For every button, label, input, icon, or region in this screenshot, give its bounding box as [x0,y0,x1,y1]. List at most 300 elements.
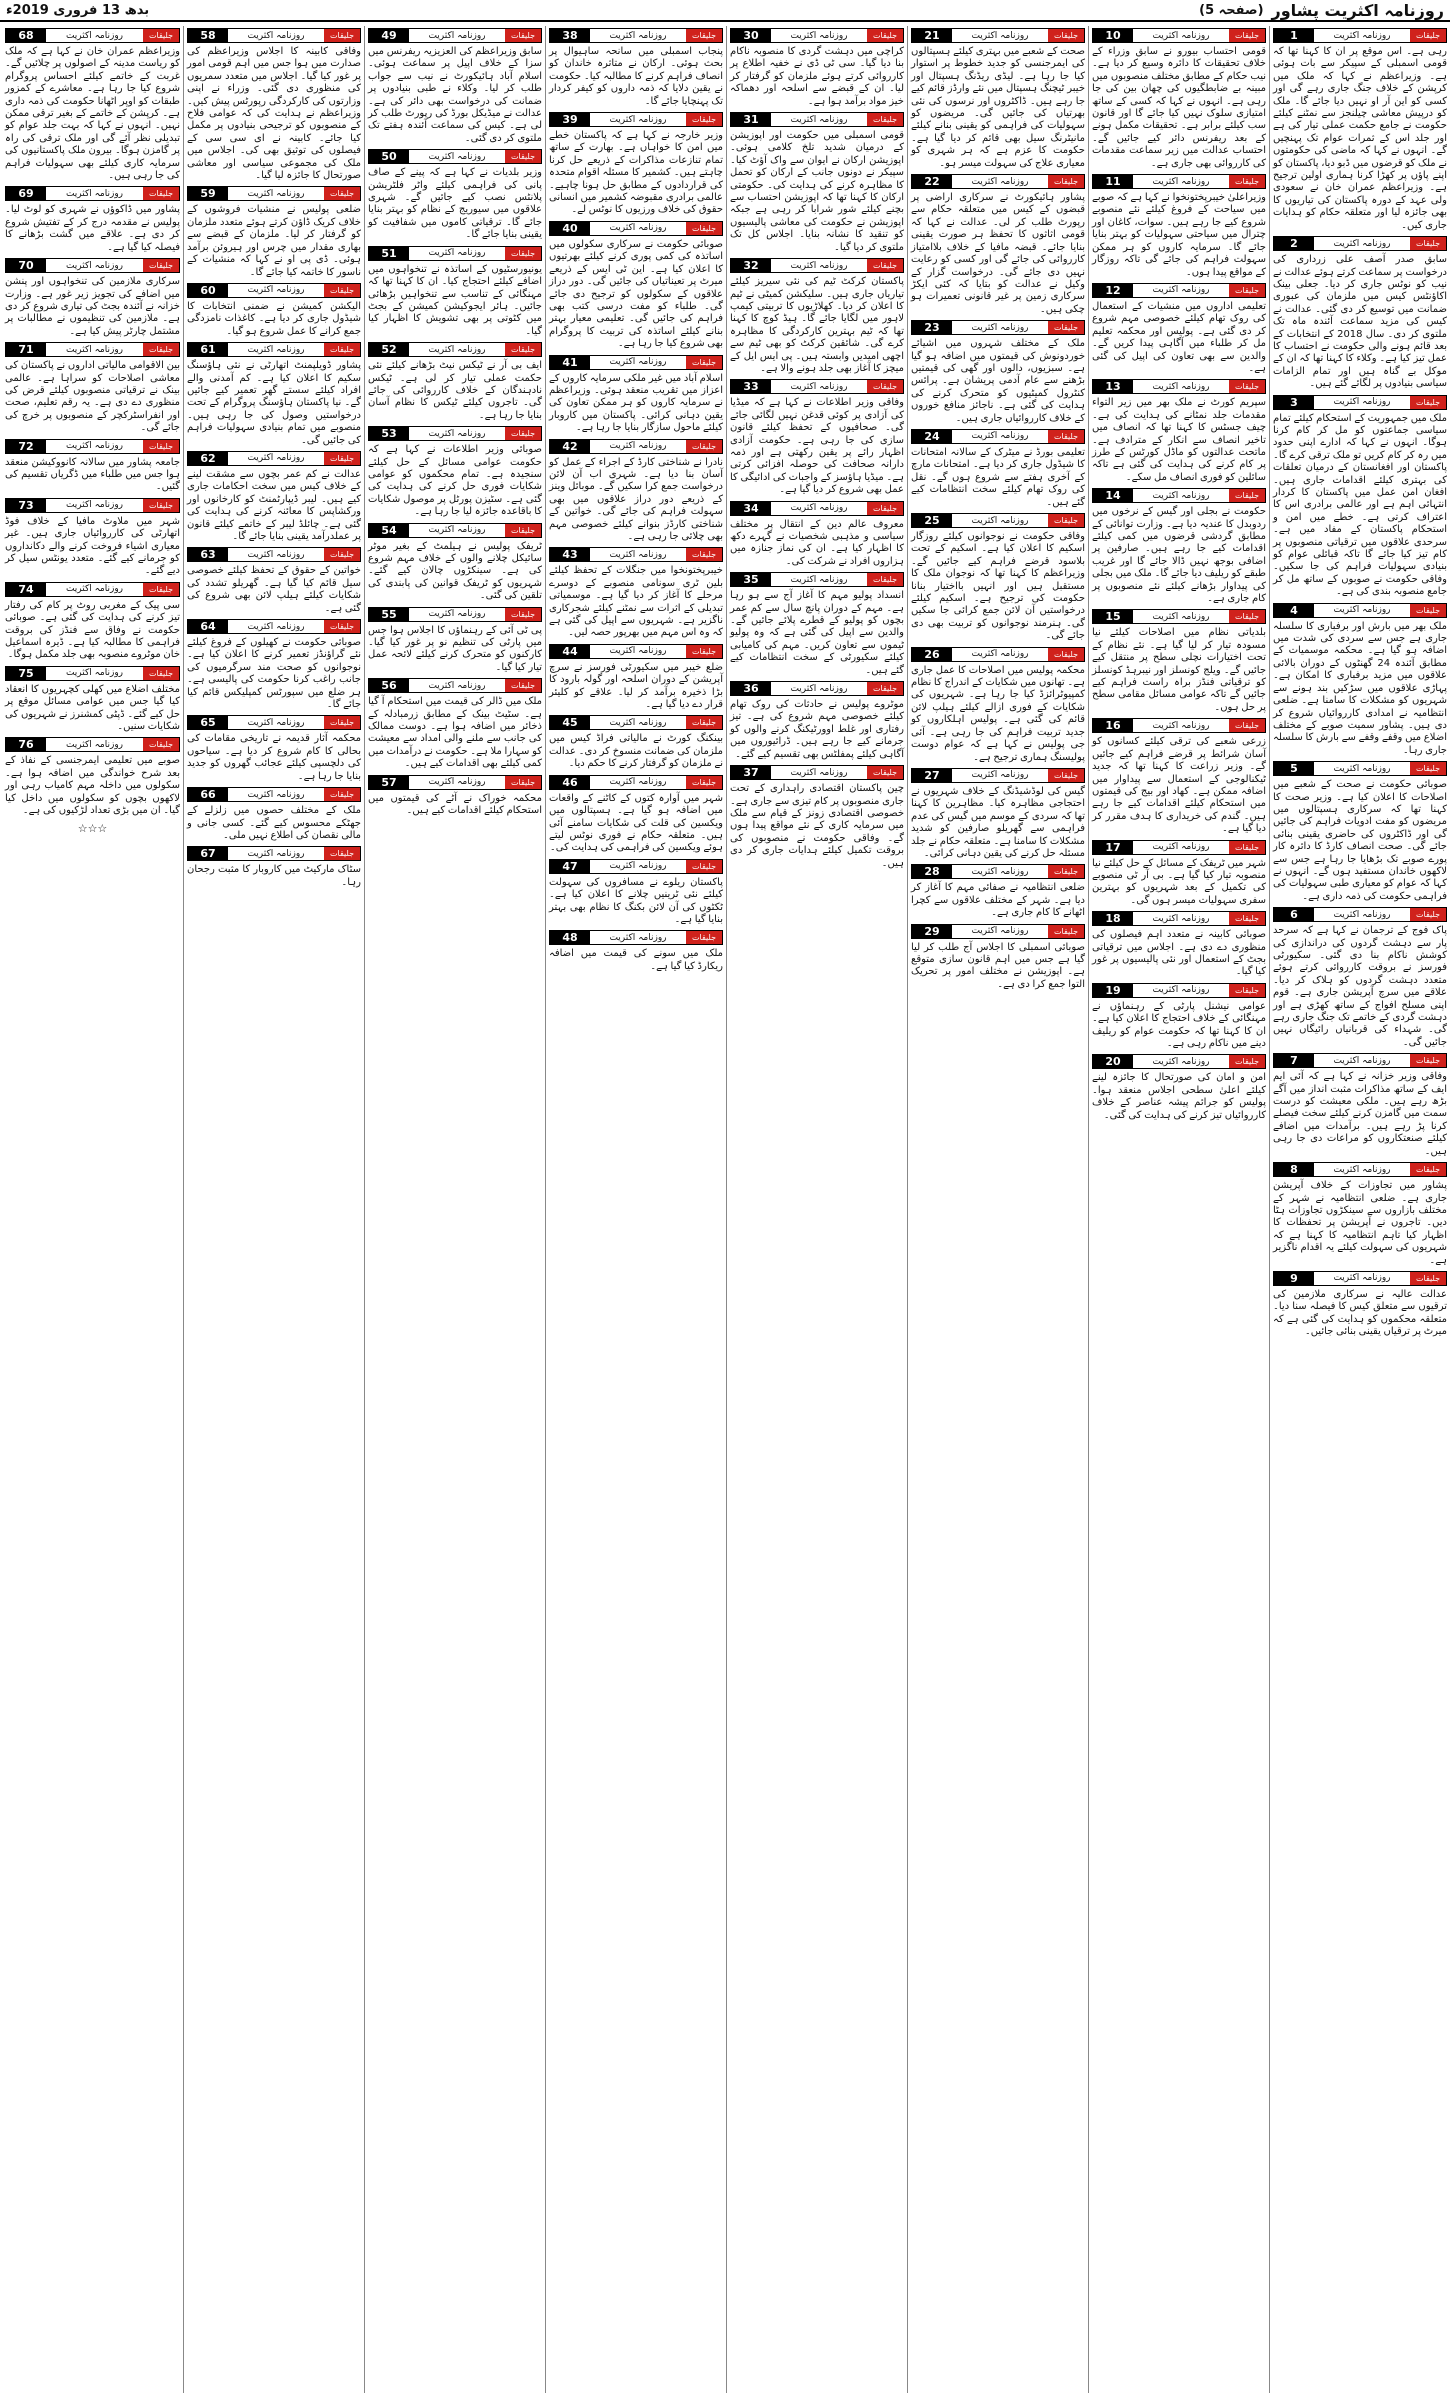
news-item [5,28,180,182]
news-red-tag: جلیقات [686,440,722,453]
news-source-label: روزنامہ اکثریت [46,343,143,356]
news-item-header [5,342,180,357]
news-item-header [368,426,542,441]
news-item-header [5,498,180,513]
news-source-label: روزنامہ اکثریت [771,259,867,272]
news-item [368,523,542,603]
news-item [368,678,542,770]
news-item-number: 37 [731,766,771,779]
news-red-tag: جلیقات [1229,912,1265,925]
news-source-label: روزنامہ اکثریت [771,502,867,515]
news-source-label: روزنامہ اکثریت [590,931,686,944]
news-item-number: 15 [1093,610,1133,623]
news-item-body: محکمہ خوراک نے آٹے کی قیمتوں میں استحکام کیلئے اقدامات کیے ہیں۔ [368,792,542,817]
news-item-body: بلدیاتی نظام میں اصلاحات کیلئے نیا مسودہ تیار کر لیا گیا ہے۔ نئے نظام کے تحت اختیارات نچلی سطح پر منتقل کیے جائیں گے۔ ویلج کونسلز اور نیبرہڈ کونسلز کو ترقیاتی فنڈز براہ راست فراہم کیے جائیں گے تاکہ عوامی مسائل مقامی سطح پر حل ہوں۔ [1092,627,1266,713]
news-item-header [911,768,1085,783]
news-source-label: روزنامہ اکثریت [409,679,505,692]
news-red-tag: جلیقات [686,356,722,369]
news-source-label: روزنامہ اکثریت [228,620,324,633]
news-red-tag: جلیقات [1048,865,1084,878]
news-item-body: وفاقی وزیر خزانہ نے کہا ہے کہ آئی ایم ایف کے ساتھ مذاکرات مثبت انداز میں آگے بڑھ رہے ہیں۔ ملکی معیشت کو درست سمت میں گامزن کرنے کیلئے سخت فیصلے کرنا پڑ رہے ہیں۔ برآمدات میں اضافے کیلئے صنعتکاروں کو مراعات دی جا رہی ہیں۔ [1273,1071,1447,1157]
news-item-header [5,186,180,201]
news-item [1092,609,1266,714]
news-item-header [911,174,1085,189]
news-source-label: روزنامہ اکثریت [1314,396,1410,409]
news-item-header [368,523,542,538]
news-item-number: 63 [188,548,228,561]
news-item-header [187,451,361,466]
news-item-header [1273,1053,1447,1068]
news-item-body: سٹاک مارکیٹ میں کاروبار کا مثبت رجحان رہا۔ [187,864,361,888]
news-red-tag: جلیقات [1410,396,1446,409]
news-red-tag: جلیقات [1229,719,1265,732]
news-item-number: 72 [6,440,46,453]
news-source-label: روزنامہ اکثریت [771,29,867,42]
news-item-number: 74 [6,583,46,596]
news-red-tag: جلیقات [143,29,179,42]
news-source-label: روزنامہ اکثریت [228,847,324,860]
news-item-number: 51 [369,247,409,260]
news-item-body: وفاقی حکومت نے نوجوانوں کیلئے روزگار اسکیم کا اعلان کیا ہے۔ اسکیم کے تحت بلاسود قرضے فراہم کیے جائیں گے۔ وزیراعظم کا کہنا تھا کہ نوجوان ملک کا مستقبل ہیں اور انہیں بااختیار بنانا حکومت کی ترجیح ہے۔ اسکیم کیلئے درخواستیں آن لائن جمع کرائی جا سکیں گی۔ ہنرمند نوجوانوں کو تربیت بھی دی جائے گی۔ [911,531,1085,642]
news-item-header [549,221,723,236]
news-item-header [187,28,361,43]
news-item-header [187,186,361,201]
news-item [1092,28,1266,170]
news-source-label: روزنامہ اکثریت [952,648,1048,661]
news-item-number: 49 [369,29,409,42]
news-item-number: 64 [188,620,228,633]
news-item [730,572,904,677]
news-item [1273,28,1447,232]
news-red-tag: جلیقات [1229,1055,1265,1068]
news-item-body: ملک بھر میں بارش اور برفباری کا سلسلہ جاری ہے جس سے سردی کی شدت میں اضافہ ہو گیا ہے۔ محکمہ موسمیات کے مطابق آئندہ 24 گھنٹوں کے دوران بالائی علاقوں میں مزید برفباری کا امکان ہے۔ پہاڑی علاقوں میں سڑکیں بند ہونے سے شہریوں کو مشکلات کا سامنا ہے۔ ضلعی انتظامیہ نے امدادی کارروائیاں شروع کر دی ہیں۔ پشاور سمیت صوبے کے مختلف اضلاع میں وقفے وقفے سے بارش کا سلسلہ جاری رہا۔ [1273,620,1447,756]
news-item-body: جامعہ پشاور میں سالانہ کانووکیشن منعقد ہوا جس میں طلباء میں ڈگریاں تقسیم کی گئیں۔ [5,456,180,493]
news-item-body: یونیورسٹیوں کے اساتذہ نے تنخواہوں میں اضافے کیلئے احتجاج کیا۔ ان کا کہنا تھا کہ مہنگائی کے تناسب سے تنخواہیں بڑھائی جائیں۔ ہائر ایجوکیشن کمیشن کے بجٹ میں کٹوتی پر بھی تشویش کا اظہار کیا گیا۔ [368,263,542,337]
news-item-header [549,547,723,562]
news-item-body: عدالت نے کم عمر بچوں سے مشقت لینے کے خلاف کیس میں سخت احکامات جاری کیے ہیں۔ لیبر ڈیپارٹمنٹ کو کارخانوں اور ورکشاپس کا معائنہ کرنے کی ہدایت کی گئی ہے۔ چائلڈ لیبر کے خاتمے کیلئے قانون پر عملدرآمد یقینی بنایا جائے گا۔ [187,468,361,542]
news-item-number: 39 [550,113,590,126]
news-item-body: ضلع خیبر میں سکیورٹی فورسز نے سرچ آپریشن کے دوران اسلحہ اور گولہ بارود کا بڑا ذخیرہ برآمد کر لیا۔ علاقے کو کلیئر قرار دے دیا گیا ہے۔ [549,661,723,711]
news-item-body: صوبائی اسمبلی کا اجلاس آج طلب کر لیا گیا ہے جس میں اہم قانون سازی متوقع ہے۔ اپوزیشن نے مختلف امور پر تحریک التوا جمع کرا دی ہے۔ [911,941,1085,990]
news-red-tag: جلیقات [1048,925,1084,938]
news-item-body: صوبائی وزیر اطلاعات نے کہا ہے کہ حکومت عوامی مسائل کے حل کیلئے سنجیدہ ہے۔ تمام محکموں کو عوامی شکایات فوری حل کرنے کی ہدایت کی گئی ہے۔ سٹیزن پورٹل پر موصول شکایات کا باقاعدہ جائزہ لیا جا رہا ہے۔ [368,444,542,518]
news-source-label: روزنامہ اکثریت [409,29,505,42]
news-item-body: عوامی نیشنل پارٹی کے رہنماؤں نے مہنگائی کے خلاف احتجاج کا اعلان کیا ہے۔ ان کا کہنا تھا کہ حکومت عوام کو ریلیف دینے میں ناکام رہی ہے۔ [1092,1000,1266,1049]
news-item-number: 52 [369,343,409,356]
news-source-label: روزنامہ اکثریت [409,343,505,356]
news-red-tag: جلیقات [867,380,903,393]
news-source-label: روزنامہ اکثریت [1133,610,1229,623]
news-item [5,186,180,254]
news-item-body: سابق صدر آصف علی زرداری کی درخواست پر سماعت کرتے ہوئے عدالت نے نیب کو نوٹس جاری کر دیا۔ جعلی بینک اکاؤنٹس کیس میں ملزمان کی عبوری ضمانت میں توسیع کر دی گئی۔ عدالت نے کیس کی مزید سماعت آئندہ ماہ تک ملتوی کر دی۔ سال 2018 کے انتخابات کے بعد قائم ہونے والی حکومت نے احتساب کا عمل تیز کیا ہے۔ وکلاء کا کہنا تھا کہ ان کے موکل بے گناہ ہیں اور تمام الزامات سیاسی بنیادوں پر لگائے گئے ہیں۔ [1273,254,1447,390]
news-item [730,501,904,569]
news-item-number: 67 [188,847,228,860]
news-item-body: صوبے میں تعلیمی ایمرجنسی کے نفاذ کے بعد شرح خواندگی میں اضافہ ہوا ہے۔ سکولوں میں داخلہ مہم کامیاب رہی اور لاکھوں بچوں کو سکولوں میں داخل کیا گیا۔ ان میں بڑی تعداد لڑکیوں کی ہے۔ [5,755,180,817]
news-item-header [549,930,723,945]
news-item-body: تعلیمی بورڈ نے میٹرک کے سالانہ امتحانات کا شیڈول جاری کر دیا ہے۔ امتحانات مارچ کے آخری ہفتے سے شروع ہوں گے۔ نقل کی روک تھام کیلئے سخت انتظامات کیے گئے ہیں۔ [911,446,1085,508]
news-item-number: 1 [1274,29,1314,42]
news-item-header [1273,1271,1447,1286]
news-item-header [1092,609,1266,624]
news-red-tag: جلیقات [1229,489,1265,502]
news-item-body: وزیر بلدیات نے کہا ہے کہ پینے کے صاف پانی کی فراہمی کیلئے واٹر فلٹریشن پلانٹس نصب کیے جائیں گے۔ شہری علاقوں میں سیوریج کے نظام کو بہتر بنایا جائے گا۔ ترقیاتی کاموں میں شفافیت کو یقینی بنایا جائے گا۔ [368,167,542,241]
news-red-tag: جلیقات [505,343,541,356]
news-column [1269,26,1450,2393]
news-item [187,547,361,615]
news-item-number: 68 [6,29,46,42]
news-item [187,715,361,783]
news-source-label: روزنامہ اکثریت [409,776,505,789]
news-source-label: روزنامہ اکثریت [228,29,324,42]
news-item-body: پشاور ہائیکورٹ نے سرکاری اراضی پر قبضوں کے کیس میں متعلقہ حکام سے رپورٹ طلب کر لی۔ عدالت نے کہا کہ قومی اثاثوں کا تحفظ ہر صورت یقینی بنایا جائے۔ قبضہ مافیا کے خلاف بلاامتیاز کارروائی کی جائے گی اور کسی کو رعایت نہیں دی جائے گی۔ درخواست گزار کے وکیل نے عدالت کو بتایا کہ کئی ایکڑ سرکاری زمین پر غیر قانونی تعمیرات ہو چکی ہیں۔ [911,192,1085,315]
news-item-number: 34 [731,502,771,515]
news-source-label: روزنامہ اکثریت [1133,984,1229,997]
news-item-header [911,647,1085,662]
news-item-number: 8 [1274,1163,1314,1176]
news-red-tag: جلیقات [1048,29,1084,42]
news-red-tag: جلیقات [505,427,541,440]
news-red-tag: جلیقات [324,343,360,356]
news-item-body: معروف عالم دین کے انتقال پر مختلف سیاسی و مذہبی شخصیات نے گہرے دکھ کا اظہار کیا ہے۔ ان کی نماز جنازہ میں ہزاروں افراد نے شرکت کی۔ [730,518,904,567]
news-red-tag: جلیقات [1229,984,1265,997]
news-red-tag: جلیقات [1048,175,1084,188]
news-item-body: خواتین کے حقوق کے تحفظ کیلئے خصوصی سیل قائم کیا گیا ہے۔ گھریلو تشدد کی شکایات کیلئے ہیلپ لائن بھی شروع کی گئی ہے۔ [187,565,361,614]
news-item-number: 65 [188,716,228,729]
news-red-tag: جلیقات [686,931,722,944]
news-item [911,864,1085,919]
news-item [549,28,723,108]
masthead [0,0,1450,22]
news-item-header [730,501,904,516]
news-item-number: 76 [6,738,46,751]
news-item [1273,1053,1447,1158]
news-red-tag: جلیقات [1229,380,1265,393]
news-red-tag: جلیقات [143,583,179,596]
news-item-header [549,775,723,790]
news-item-header [5,28,180,43]
news-item-body: امن و امان کی صورتحال کا جائزہ لینے کیلئے اعلیٰ سطحی اجلاس منعقد ہوا۔ پولیس کو جرائم پیشہ عناصر کے خلاف کارروائیاں تیز کرنے کی ہدایت کی گئی۔ [1092,1072,1266,1121]
news-item-header [730,765,904,780]
news-item-body: الیکشن کمیشن نے ضمنی انتخابات کا شیڈول جاری کر دیا ہے۔ کاغذات نامزدگی جمع کرانے کا عمل شروع ہو گیا۔ [187,300,361,337]
news-item [5,737,180,817]
news-item-header [1273,907,1447,922]
news-item [911,924,1085,992]
news-item-header [911,513,1085,528]
news-item-header [187,547,361,562]
news-item-body: سرکاری ملازمین کی تنخواہوں اور پنشن میں اضافے کی تجویز زیر غور ہے۔ وزارت خزانہ نے آئندہ بجٹ کی تیاری شروع کر دی ہے۔ ملازمین کی تنظیموں نے مطالبات پر مشتمل چارٹر پیش کیا ہے۔ [5,276,180,337]
news-columns [0,26,1450,2393]
news-item-header [5,258,180,273]
news-item [5,666,180,734]
news-item [1092,718,1266,835]
news-red-tag: جلیقات [143,499,179,512]
news-source-label: روزنامہ اکثریت [952,430,1048,443]
news-item-header [1092,1054,1266,1069]
news-source-label: روزنامہ اکثریت [771,682,867,695]
news-item-header [187,283,361,298]
news-item-header [1092,28,1266,43]
news-item-number: 16 [1093,719,1133,732]
news-red-tag: جلیقات [505,150,541,163]
news-red-tag: جلیقات [143,440,179,453]
news-item-number: 35 [731,573,771,586]
news-item-header [730,112,904,127]
news-item [911,513,1085,643]
news-red-tag: جلیقات [1410,762,1446,775]
news-item [368,607,542,675]
news-item-body: شہر میں ملاوٹ مافیا کے خلاف فوڈ اتھارٹی کی کارروائیاں جاری ہیں۔ غیر معیاری اشیاء فروخت کرنے والے دکانداروں کو جرمانے کیے گئے۔ متعدد یونٹس سیل کر دیے گئے۔ [5,515,180,577]
news-source-label: روزنامہ اکثریت [1133,29,1229,42]
news-item [187,846,361,889]
news-item-body: موٹروے پولیس نے حادثات کی روک تھام کیلئے خصوصی مہم شروع کی ہے۔ تیز رفتاری اور غلط اوورٹیکنگ کرنے والوں کو جرمانے کیے جا رہے ہیں۔ ڈرائیوروں میں آگاہی کیلئے پمفلٹس بھی تقسیم کیے گئے۔ [730,699,904,760]
news-item-header [5,439,180,454]
news-item-body: شہر میں آوارہ کتوں کے کاٹنے کے واقعات میں اضافہ ہو گیا ہے۔ ہسپتالوں میں ویکسین کی قلت کی شکایات سامنے آئی ہیں۔ متعلقہ حکام نے فوری نوٹس لیتے ہوئے ویکسین کی فراہمی کی ہدایت کی۔ [549,792,723,854]
news-source-label: روزنامہ اکثریت [952,925,1048,938]
news-item-number: 28 [912,865,952,878]
news-source-label: روزنامہ اکثریت [1133,175,1229,188]
news-item-header [1092,174,1266,189]
news-red-tag: جلیقات [1410,237,1446,250]
news-item-number: 25 [912,514,952,527]
news-source-label: روزنامہ اکثریت [46,738,143,751]
news-item-number: 54 [369,524,409,537]
news-item-number: 26 [912,648,952,661]
news-item-body: سابق وزیراعظم کی العزیزیہ ریفرنس میں سزا کے خلاف اپیل پر سماعت ہوئی۔ اسلام آباد ہائیکورٹ نے نیب سے جواب طلب کر لیا۔ وکلاء نے طبی بنیادوں پر ضمانت کی درخواست بھی دائر کی ہے۔ عدالت نے میڈیکل بورڈ کی رپورٹ طلب کر لی ہے۔ کیس کی سماعت آئندہ ہفتے تک ملتوی کر دی گئی۔ [368,46,542,144]
news-item-body: صحت کے شعبے میں بہتری کیلئے ہسپتالوں کی ایمرجنسی کو جدید خطوط پر استوار کیا جا رہا ہے۔ لیڈی ریڈنگ ہسپتال اور خیبر ٹیچنگ ہسپتال میں نئے وارڈز قائم کیے جا رہے ہیں۔ ڈاکٹروں اور نرسوں کی نئی بھرتیاں کی جائیں گی۔ مریضوں کو سہولیات کی فراہمی کو یقینی بنانے کیلئے مانیٹرنگ سیل بھی قائم کر دیا گیا ہے۔ حکومت کا عزم ہے کہ ہر شہری کو معیاری علاج کی سہولت میسر ہو۔ [911,46,1085,169]
news-item-header [911,429,1085,444]
news-item-body: وزیراعظم عمران خان نے کہا ہے کہ ملک کو ریاست مدینہ کے اصولوں پر چلائیں گے۔ غربت کے خاتمے کیلئے احساس پروگرام شروع کیا جا رہا ہے۔ معاشرے کے کمزور طبقات کو اوپر اٹھانا حکومت کی ذمہ داری ہے۔ کرپشن کے خاتمے کے بغیر ترقی ممکن نہیں۔ انہوں نے کہا کہ بہت جلد عوام کو تبدیلی نظر آئے گی اور ملک ترقی کی راہ پر گامزن ہوگا۔ بیرون ملک پاکستانیوں کی سرمایہ کاری کیلئے بھی سہولیات فراہم کی جا رہی ہیں۔ [5,46,180,182]
news-source-label: روزنامہ اکثریت [952,175,1048,188]
news-item-body: مختلف اضلاع میں کھلی کچہریوں کا انعقاد کیا گیا جس میں عوامی مسائل موقع پر حل کیے گئے۔ ڈپٹی کمشنرز نے شہریوں کی شکایات سنیں۔ [5,683,180,733]
news-item-number: 24 [912,430,952,443]
news-item [187,787,361,842]
news-source-label: روزنامہ اکثریت [409,150,505,163]
news-red-tag: جلیقات [324,788,360,801]
news-item-header [5,737,180,752]
news-item-number: 6 [1274,908,1314,921]
news-red-tag: جلیقات [1410,1272,1446,1285]
news-item-number: 33 [731,380,771,393]
news-source-label: روزنامہ اکثریت [1314,908,1410,921]
news-item-number: 69 [6,187,46,200]
news-item-header [187,846,361,861]
news-item-body: محکمہ آثار قدیمہ نے تاریخی مقامات کی بحالی کا کام شروع کر دیا ہے۔ سیاحوں کی دلچسپی کیلئے عجائب گھروں کو جدید بنایا جا رہا ہے۔ [187,733,361,782]
news-item-header [187,715,361,730]
news-red-tag: جلیقات [505,679,541,692]
news-item-number: 27 [912,769,952,782]
news-red-tag: جلیقات [1410,1054,1446,1067]
news-red-tag: جلیقات [1410,29,1446,42]
news-item [730,28,904,108]
news-item [1273,1162,1447,1267]
news-source-label: روزنامہ اکثریت [1314,237,1410,250]
news-item-number: 45 [550,716,590,729]
news-item-body: صوبائی حکومت نے صحت کے شعبے میں اصلاحات کا اعلان کیا ہے۔ وزیر صحت کا کہنا تھا کہ سرکاری ہسپتالوں میں مریضوں کو مفت ادویات فراہم کی جائیں گی اور ڈاکٹروں کی حاضری یقینی بنائی جائے گی۔ صحت انصاف کارڈ کا دائرہ کار پورے صوبے تک بڑھایا جا رہا ہے جس سے لاکھوں خاندان مستفید ہوں گے۔ انہوں نے کہا کہ عوام کو معیاری طبی سہولیات کی فراہمی حکومت کی ذمہ داری ہے۔ [1273,779,1447,902]
news-source-label: روزنامہ اکثریت [1133,841,1229,854]
news-source-label: روزنامہ اکثریت [952,514,1048,527]
news-item-header [5,666,180,681]
news-item-header [1092,840,1266,855]
news-item-header [368,149,542,164]
news-item-header [1273,28,1447,43]
news-item [911,647,1085,764]
news-red-tag: جلیقات [324,716,360,729]
news-item-body: ملک کے مختلف حصوں میں زلزلے کے جھٹکے محسوس کیے گئے۔ کسی جانی و مالی نقصان کی اطلاع نہیں ملی۔ [187,805,361,841]
news-red-tag: جلیقات [505,29,541,42]
news-red-tag: جلیقات [324,620,360,633]
news-item [187,186,361,278]
news-item [549,112,723,217]
news-item-header [730,572,904,587]
news-item [187,283,361,338]
news-red-tag: جلیقات [1410,908,1446,921]
news-item-body: صوبائی کابینہ نے متعدد اہم فیصلوں کی منظوری دے دی ہے۔ اجلاس میں ترقیاتی بجٹ کے استعمال اور نئی پالیسیوں پر غور کیا گیا۔ [1092,929,1266,978]
news-red-tag: جلیقات [867,113,903,126]
news-item [549,859,723,927]
news-item [1092,174,1266,279]
news-item [5,498,180,578]
news-item-number: 61 [188,343,228,356]
news-item-number: 73 [6,499,46,512]
news-item-number: 20 [1093,1055,1133,1068]
news-source-label: روزنامہ اکثریت [1314,762,1410,775]
news-item-body: تعلیمی اداروں میں منشیات کے استعمال کی روک تھام کیلئے خصوصی مہم شروع کر دی گئی ہے۔ پولیس اور محکمہ تعلیم مل کر طلباء میں آگاہی پیدا کریں گے۔ والدین سے بھی تعاون کی اپیل کی گئی ہے۔ [1092,300,1266,374]
news-item [1092,283,1266,375]
news-item-number: 57 [369,776,409,789]
news-item-body: وفاقی وزیر اطلاعات نے کہا ہے کہ میڈیا کی آزادی پر کوئی قدغن نہیں لگائی جائے گی۔ صحافیوں کے تحفظ کیلئے قانون سازی کی جا رہی ہے۔ حکومت آزادی اظہار رائے پر یقین رکھتی ہے اور ذمہ دارانہ صحافت کی حوصلہ افزائی کرتی ہے۔ میڈیا ہاؤسز کے واجبات کی ادائیگی کا عمل بھی شروع کر دیا گیا ہے۔ [730,397,904,496]
news-item-body: شہر میں ٹریفک کے مسائل کے حل کیلئے نیا منصوبہ تیار کیا گیا ہے۔ بی آر ٹی منصوبے کی تکمیل کے بعد شہریوں کو بہترین سفری سہولیات میسر ہوں گی۔ [1092,857,1266,906]
news-source-label: روزنامہ اکثریت [590,776,686,789]
news-red-tag: جلیقات [143,738,179,751]
news-red-tag: جلیقات [143,343,179,356]
news-source-label: روزنامہ اکثریت [590,29,686,42]
news-item-number: 46 [550,776,590,789]
news-item-number: 70 [6,259,46,272]
news-item-header [368,678,542,693]
news-item [549,930,723,973]
news-item-body: ملک میں سونے کی قیمت میں اضافہ ریکارڈ کیا گیا ہے۔ [549,948,723,972]
news-source-label: روزنامہ اکثریت [771,573,867,586]
news-item-body: پنجاب اسمبلی میں سانحہ ساہیوال پر بحث ہوئی۔ ارکان نے متاثرہ خاندان کو انصاف فراہم کرنے کا مطالبہ کیا۔ حکومت نے یقین دلایا کہ ذمہ داروں کو کیفر کردار تک پہنچایا جائے گا۔ [549,46,723,107]
news-source-label: روزنامہ اکثریت [590,860,686,873]
news-item [5,258,180,338]
news-source-label: روزنامہ اکثریت [1133,719,1229,732]
news-source-label: روزنامہ اکثریت [409,247,505,260]
news-item-number: 11 [1093,175,1133,188]
news-item-number: 59 [188,187,228,200]
news-red-tag: جلیقات [686,222,722,235]
news-item-header [549,439,723,454]
news-item-number: 30 [731,29,771,42]
news-item-header [549,28,723,43]
news-item-number: 40 [550,222,590,235]
news-item-body: عدالت عالیہ نے سرکاری ملازمین کی ترقیوں سے متعلق کیس کا فیصلہ سنا دیا۔ متعلقہ محکموں کو ہدایت کی گئی ہے کہ میرٹ پر ترقیاں یقینی بنائی جائیں۔ [1273,1288,1447,1338]
news-item [5,582,180,662]
news-red-tag: جلیقات [324,284,360,297]
news-source-label: روزنامہ اکثریت [590,356,686,369]
news-item [730,379,904,496]
news-item-header [1092,379,1266,394]
news-item [549,715,723,770]
news-source-label: روزنامہ اکثریت [1133,489,1229,502]
news-red-tag: جلیقات [505,524,541,537]
news-source-label: روزنامہ اکثریت [952,769,1048,782]
news-item-header [1092,283,1266,298]
news-item [1273,907,1447,1049]
news-item-header [1273,236,1447,251]
news-item-header [549,715,723,730]
news-item-header [368,342,542,357]
news-item-header [187,787,361,802]
news-red-tag: جلیقات [686,716,722,729]
news-red-tag: جلیقات [867,766,903,779]
news-red-tag: جلیقات [1048,648,1084,661]
news-item-header [368,775,542,790]
news-item-header [1092,488,1266,503]
newspaper-name: روزنامہ اکثریت پشاور [1271,0,1444,20]
news-item-header [1092,718,1266,733]
news-red-tag: جلیقات [1229,841,1265,854]
news-item-body: سپریم کورٹ نے ملک بھر میں زیر التواء مقدمات جلد نمٹانے کی ہدایت کی ہے۔ چیف جسٹس کا کہنا تھا کہ انصاف میں تاخیر انصاف سے انکار کے مترادف ہے۔ ماتحت عدالتوں کو ماڈل کورٹس کے طرز پر کام کرنے کی ہدایت کی گئی ہے تاکہ سائلین کو فوری انصاف مل سکے۔ [1092,397,1266,483]
news-item [1273,1271,1447,1339]
news-red-tag: جلیقات [867,573,903,586]
news-item-number: 5 [1274,762,1314,775]
news-item [187,451,361,543]
news-item-body: رہی ہے۔ اس موقع پر ان کا کہنا تھا کہ قومی اسمبلی کے سپیکر سے بات ہوئی ہے۔ وزیراعظم نے کہا کہ ملک میں کرپشن کے خلاف جنگ جاری رہے گی اور کسی کو این آر او نہیں دیا جائے گا۔ ملک کو درپیش معاشی چیلنجز سے نمٹنے کیلئے حکومت نے جامع حکمت عملی تیار کی ہے اور جلد اس کے ثمرات عوام تک پہنچیں گے۔ انہوں نے کہا کہ ماضی کی حکومتوں نے ملک کو قرضوں میں ڈبو دیا، پاکستان کو اپنے پاؤں پر کھڑا کرنا ہماری اولین ترجیح ہے۔ وزیراعظم عمران خان نے سعودی ولی عہد کے دورہ پاکستان کی تیاریوں کا بھی جائزہ لیا اور متعلقہ حکام کو ہدایات جاری کیں۔ [1273,46,1447,231]
news-item-number: 12 [1093,284,1133,297]
news-item-header [1092,911,1266,926]
news-item-body: پاکستان ریلوے نے مسافروں کی سہولت کیلئے نئی ٹرینیں چلانے کا اعلان کیا ہے۔ ٹکٹوں کی آن لائن بکنگ کا نظام بھی بہتر بنایا گیا ہے۔ [549,876,723,925]
news-item-number: 60 [188,284,228,297]
issue-date: بدھ 13 فروری 2019ء [6,2,150,18]
news-item-number: 43 [550,548,590,561]
news-red-tag: جلیقات [1229,284,1265,297]
news-source-label: روزنامہ اکثریت [1314,29,1410,42]
news-source-label: روزنامہ اکثریت [409,427,505,440]
news-item [1273,395,1447,599]
news-source-label: روزنامہ اکثریت [228,187,324,200]
news-red-tag: جلیقات [867,682,903,695]
news-item-body: پاکستان کرکٹ ٹیم کی نئی سیریز کیلئے تیاریاں جاری ہیں۔ سلیکشن کمیٹی نے ٹیم کا اعلان کر دیا۔ کھلاڑیوں کا تربیتی کیمپ لاہور میں لگایا جائے گا۔ ہیڈ کوچ کا کہنا تھا کہ ٹیم بہترین کارکردگی کا مظاہرہ کرے گی۔ شائقین کرکٹ کو بھی ٹیم سے اچھی امیدیں وابستہ ہیں۔ پی ایس ایل کے میچز کا آغاز بھی جلد ہونے والا ہے۔ [730,276,904,374]
masthead-title-group [1199,1,1444,20]
news-source-label: روزنامہ اکثریت [590,645,686,658]
news-item-body: زرعی شعبے کی ترقی کیلئے کسانوں کو آسان شرائط پر قرضے فراہم کیے جائیں گے۔ وزیر زراعت کا کہنا تھا کہ جدید ٹیکنالوجی کے استعمال سے پیداوار میں اضافہ ممکن ہے۔ کھاد اور بیج کی قیمتوں میں استحکام کیلئے اقدامات کیے جا رہے ہیں۔ گندم کی خریداری کا ہدف مقرر کر دیا گیا ہے۔ [1092,736,1266,835]
news-item [730,681,904,761]
news-source-label: روزنامہ اکثریت [590,548,686,561]
news-red-tag: جلیقات [686,29,722,42]
news-source-label: روزنامہ اکثریت [228,548,324,561]
news-source-label: روزنامہ اکثریت [1133,284,1229,297]
news-item [368,246,542,338]
news-item-body: محکمہ پولیس میں اصلاحات کا عمل جاری ہے۔ تھانوں میں شکایات کے اندراج کا نظام کمپیوٹرائزڈ کیا جا رہا ہے۔ شہریوں کی شکایات کے فوری ازالے کیلئے ہیلپ لائن قائم کی گئی ہے۔ پولیس اہلکاروں کو جدید تربیت فراہم کی جا رہی ہے۔ آئی جی پولیس نے کہا ہے کہ عوام دوست پولیسنگ ہماری ترجیح ہے۔ [911,664,1085,763]
news-item-header [911,320,1085,335]
news-source-label: روزنامہ اکثریت [46,667,143,680]
news-item-number: 71 [6,343,46,356]
news-source-label: روزنامہ اکثریت [1314,1163,1410,1176]
news-red-tag: جلیقات [1410,1163,1446,1176]
news-column [907,26,1088,2393]
news-item [368,342,542,422]
news-item-header [187,619,361,634]
page-label: (صفحہ 5) [1199,2,1264,18]
news-item-number: 31 [731,113,771,126]
news-item-number: 62 [188,452,228,465]
news-item-header [911,864,1085,879]
news-item [1092,1054,1266,1122]
news-source-label: روزنامہ اکثریت [46,440,143,453]
news-item-number: 23 [912,321,952,334]
news-item [187,619,361,711]
